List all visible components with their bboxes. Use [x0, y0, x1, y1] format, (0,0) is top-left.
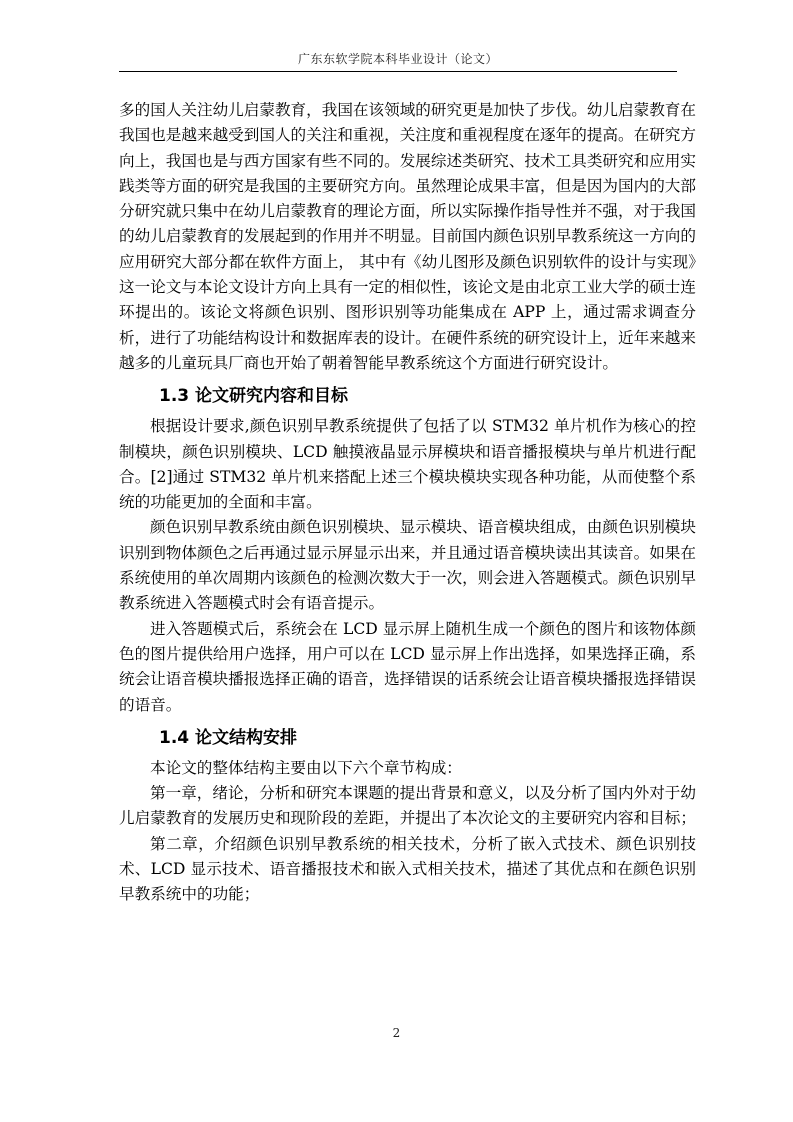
header-divider — [119, 71, 677, 72]
intro-paragraph: 多的国人关注幼儿启蒙教育，我国在该领域的研究更是加快了步伐。幼儿启蒙教育在我国也是越来越受到国人的关注和重视，关注度和重视程度在逐年的提高。在研究方向上，我国也是与西方国家有些不同的。发展综述类研究、技术工具类研究和应用实践类等方面的研究是我国的主要研究方向。虽然理论成果丰富，但是因为国内的大部分研究就只集中在幼儿启蒙教育的理论方面，所以实际操作指导性并不强，对于我国的幼儿启蒙教育的发展起到的作用并不明显。目前国内颜色识别早教系统这一方向的应用研究大部分都在软件方面上， 其中有《幼儿图形及颜色识别软件的设计与实现》这一论文与本论文设计方向上具有一定的相似性，该论文是由北京工业大学的硕士连环提出的。该论文将颜色识别、图形识别等功能集成在 APP 上，通过需求调查分析，进行了功能结构设计和数据库表的设计。在硬件系统的研究设计上，近年来越来越多的儿童玩具厂商也开始了朝着智能早教系统这个方面进行研究设计。 — [119, 101, 696, 372]
document-body — [119, 98, 696, 908]
section-1-4-paragraph: 本论文的整体结构主要由以下六个章节构成： — [150, 758, 462, 777]
section-1-3-paragraph: 根据设计要求,颜色识别早教系统提供了包括了以 STM32 单片机作为核心的控制模块，颜色识别模块、LCD 触摸液晶显示屏模块和语音播报模块与单片机进行配合。[2]通过 STM32 单片机来搭配上述三个模块模块实现各种功能，从而使整个系统的功能更加的全面和丰富。 — [119, 417, 696, 512]
section-heading-1-3: 1.3 论文研究内容和目标 — [159, 386, 349, 407]
section-1-3-paragraph: 进入答题模式后，系统会在 LCD 显示屏上随机生成一个颜色的图片和该物体颜色的图片提供给用户选择，用户可以在 LCD 显示屏上作出选择，如果选择正确，系统会让语音模块播报选择正确的语音，选择错误的话系统会让语音模块播报选择错误的语音。 — [119, 619, 696, 714]
page-header: 广东东软学院本科毕业设计（论文） — [297, 52, 498, 66]
section-1-4-paragraph: 第二章，介绍颜色识别早教系统的相关技术，分析了嵌入式技术、颜色识别技术、LCD 显示技术、语音播报技术和嵌入式相关技术，描述了其优点和在颜色识别早教系统中的功能； — [119, 834, 696, 904]
section-1-3-paragraph: 颜色识别早教系统由颜色识别模块、显示模块、语音模块组成，由颜色识别模块识别到物体颜色之后再通过显示屏显示出来，并且通过语音模块读出其读音。如果在系统使用的单次周期内该颜色的检测次数大于一次，则会进入答题模式。颜色识别早教系统进入答题模式时会有语音提示。 — [119, 518, 696, 613]
section-heading-1-4: 1.4 论文结构安排 — [159, 727, 298, 748]
page-number: 2 — [392, 1026, 401, 1040]
section-1-4-paragraph: 第一章，绪论，分析和研究本课题的提出背景和意义，以及分析了国内外对于幼儿启蒙教育的发展历史和现阶段的差距，并提出了本次论文的主要研究内容和目标； — [119, 784, 696, 828]
